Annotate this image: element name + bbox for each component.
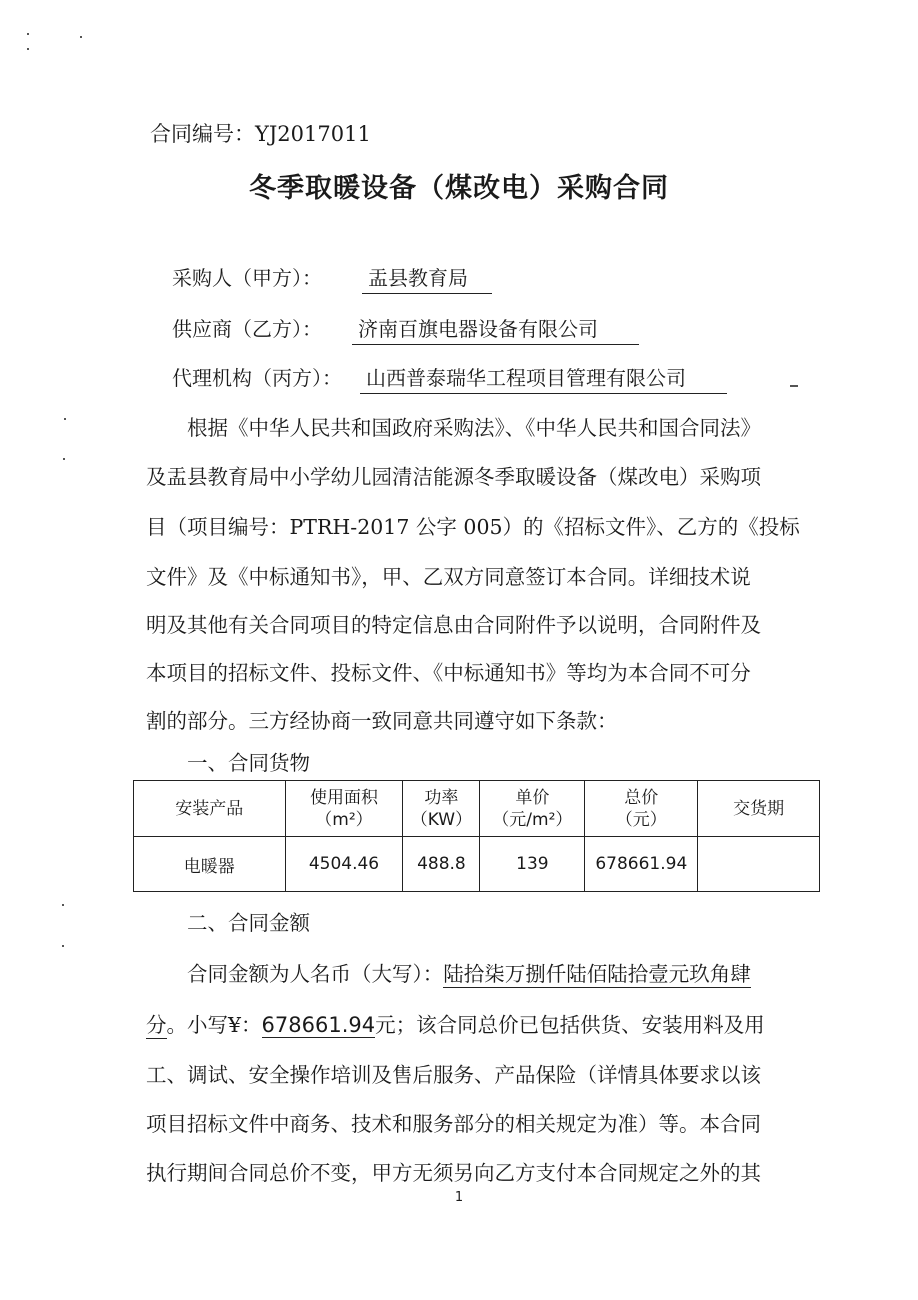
amount-line <box>187 957 751 987</box>
scan-speck <box>27 33 29 35</box>
scan-speck <box>80 36 82 38</box>
goods-table <box>133 780 820 892</box>
scan-speck <box>62 945 64 947</box>
scan-speck <box>27 48 29 50</box>
amount-small-label: 。小写¥： <box>166 1013 262 1037</box>
amount-body-line: 工、调试、安全操作培训及售后服务、产品保险（详情具体要求以该 <box>146 1063 761 1087</box>
scan-speck <box>790 385 798 387</box>
scan-speck <box>62 904 64 906</box>
table-header-cell: 使用面积 （m²） <box>285 781 403 837</box>
preamble-line: 文件》及《中标通知书》，甲、乙双方同意签订本合同。详细技术说 <box>146 565 751 589</box>
party-buyer-value: 盂县教育局 <box>362 262 492 294</box>
preamble-line: 目（项目编号：PTRH-2017 公字 005）的《招标文件》、乙方的《投标 <box>146 515 800 539</box>
table-header-cell: 交货期 <box>698 781 820 837</box>
scan-speck <box>63 458 65 460</box>
table-header-cell: 总价 （元） <box>585 781 698 837</box>
table-header-row <box>134 781 820 837</box>
table-header-cell: 安装产品 <box>134 781 286 837</box>
preamble-line: 及盂县教育局中小学幼儿园清洁能源冬季取暖设备（煤改电）采购项 <box>146 465 761 489</box>
party-buyer-label: 采购人（甲方）： <box>172 266 322 290</box>
table-row <box>134 837 820 892</box>
document-title: 冬季取暖设备（煤改电）采购合同 <box>249 173 669 204</box>
table-cell: 488.8 <box>403 837 480 892</box>
amount-body-line: 项目招标文件中商务、技术和服务部分的相关规定为准）等。本合同 <box>146 1112 761 1136</box>
preamble-line: 本项目的招标文件、投标文件、《中标通知书》等均为本合同不可分 <box>146 661 751 685</box>
table-header-cell: 单价 （元/m²） <box>480 781 585 837</box>
party-agency <box>172 362 686 391</box>
amount-label: 合同金额为人名币（大写）： <box>187 962 444 986</box>
amount-body-line: 执行期间合同总价不变，甲方无须另向乙方支付本合同规定之外的其 <box>146 1161 761 1185</box>
table-cell <box>698 837 820 892</box>
preamble-line: 明及其他有关合同项目的特定信息由合同附件予以说明，合同附件及 <box>146 613 761 637</box>
preamble-line: 割的部分。三方经协商一致同意共同遵守如下条款： <box>146 709 618 733</box>
amount-number: 678661.94 <box>261 1013 376 1037</box>
table-cell: 678661.94 <box>585 837 698 892</box>
party-agency-value: 山西普泰瑞华工程项目管理有限公司 <box>360 362 727 394</box>
contract-number <box>150 118 371 148</box>
party-supplier-label: 供应商（乙方）： <box>172 317 322 341</box>
party-supplier-value: 济南百旗电器设备有限公司 <box>352 313 639 345</box>
party-buyer <box>172 262 468 291</box>
amount-small-suffix: 元；该合同总价已包括供货、安装用料及用 <box>375 1013 765 1037</box>
preamble-line: 根据《中华人民共和国政府采购法》、《中华人民共和国合同法》 <box>187 416 761 440</box>
table-cell: 139 <box>480 837 585 892</box>
contract-number-label: 合同编号： <box>150 122 255 146</box>
party-supplier <box>172 313 598 342</box>
contract-number-value: YJ2017011 <box>255 122 371 146</box>
amount-words: 陆拾柒万捌仟陆佰陆拾壹元玖角肆 <box>443 962 751 986</box>
table-cell: 电暖器 <box>134 837 286 892</box>
page-number: 1 <box>454 1190 464 1205</box>
party-agency-label: 代理机构（丙方）： <box>172 366 342 390</box>
section-heading-amount: 二、合同金额 <box>187 911 310 935</box>
amount-words-end: 分 <box>146 1013 167 1037</box>
table-header-cell: 功率 （KW） <box>403 781 480 837</box>
table-cell: 4504.46 <box>285 837 403 892</box>
amount-line-2 <box>146 1008 765 1038</box>
section-heading-goods: 一、合同货物 <box>187 751 310 775</box>
scan-speck <box>64 418 66 420</box>
